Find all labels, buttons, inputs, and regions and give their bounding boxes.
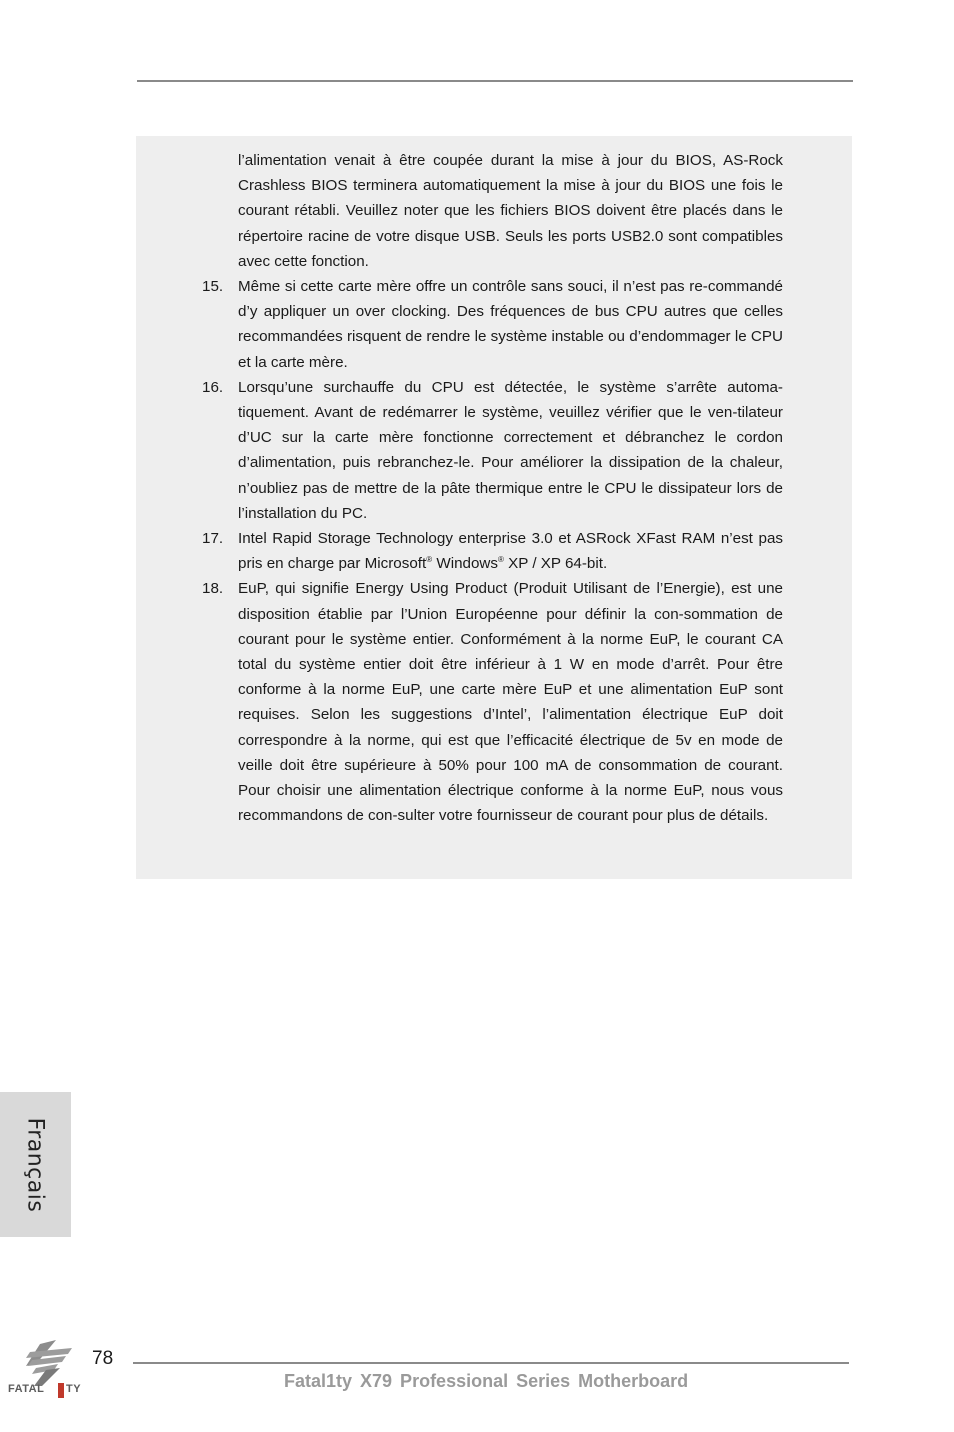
registered-mark: ® — [426, 555, 433, 565]
page-number: 78 — [92, 1348, 114, 1369]
note-text-part: Windows — [432, 555, 498, 573]
note-text — [238, 530, 783, 572]
note-text-part: XP / XP 64-bit. — [503, 555, 608, 573]
note-text: Lorsqu’une surchauffe du CPU est détectée, le système s’arrête automa-tiquement. Avant de redémarrer le système, veuillez vérifier que le ven-tilateur d’UC sur la carte mère fonctionne correctement et débranchez le cordon d’alimentation, puis rebranchez-le. Pour améliorer la dissipation de la chaleur, n’oubliez pas de mettre de la pâte thermique entre le CPU le dissipateur lors de l’installation du PC. — [238, 378, 783, 522]
language-tab — [0, 1092, 71, 1237]
note-text: l’alimentation venait à être coupée durant la mise à jour du BIOS, AS-Rock Crashless BIOS terminera automatiquement la mise à jour du BIOS une fois le courant rétabli. Veuillez noter que les fichiers BIOS doivent être placés dans le répertoire racine de votre disque USB. Seuls les ports USB2.0 sont compatibles avec cette fonction. — [238, 152, 783, 270]
list-item-16 — [136, 375, 783, 526]
footer-title: Fatal1ty X79 Professional Series Motherboard — [284, 1371, 689, 1391]
fatal1ty-emblem-icon — [26, 1340, 72, 1386]
note-text-part: Intel Rapid Storage Technology enterprise 3.0 et ASRock XFast RAM n’est pas pris en charge par Microsoft — [238, 530, 783, 573]
header-rule — [137, 80, 853, 82]
logo-accent-bar — [58, 1383, 64, 1398]
notes-list — [136, 148, 852, 828]
footer-rule — [133, 1362, 849, 1364]
list-item-15 — [136, 274, 783, 375]
note-number: 17. — [202, 530, 224, 548]
list-item-continuation — [136, 148, 783, 274]
notes-box — [136, 136, 852, 879]
svg-text:FATAL: FATAL — [8, 1383, 45, 1395]
registered-mark: ® — [498, 555, 504, 565]
language-tab-label: Français — [22, 1117, 48, 1213]
note-number: 16. — [202, 378, 224, 396]
note-text: Même si cette carte mère offre un contrôle sans souci, il n’est pas re-commandé d’y appliquer un over clocking. Des fréquences de bus CPU autres que celles recommandées risquent de rendre le système instable ou d’endommager le CPU et la carte mère. — [238, 278, 783, 371]
note-number: 18. — [202, 580, 224, 598]
note-text: EuP, qui signifie Energy Using Product (Produit Utilisant de l’Energie), est une disposition établie par l’Union Européenne pour définir la con-sommation de courant pour le système entier. Conformément à la norme EuP, le courant CA total du système entier doit être inférieur à 1 W en mode d’arrêt. Pour être conforme à la norme EuP, une carte mère EuP et une alimentation EuP sont requises. Selon les suggestions d’Intel’, l’alimentation électrique EuP doit correspondre à la norme, qui est que l’efficacité électrique de 5v en mode de veille doit être supérieure à 50% pour 100 mA de consommation de courant. Pour choisir une alimentation électrique conforme à la norme EuP, nous vous recommandons de con-sulter votre fournisseur de courant pour plus de détails. — [238, 580, 783, 825]
list-item-18 — [136, 576, 783, 828]
note-number: 15. — [202, 278, 224, 296]
list-item-17 — [136, 526, 783, 576]
fatal1ty-logo — [6, 1338, 92, 1400]
svg-text:TY: TY — [66, 1383, 82, 1395]
